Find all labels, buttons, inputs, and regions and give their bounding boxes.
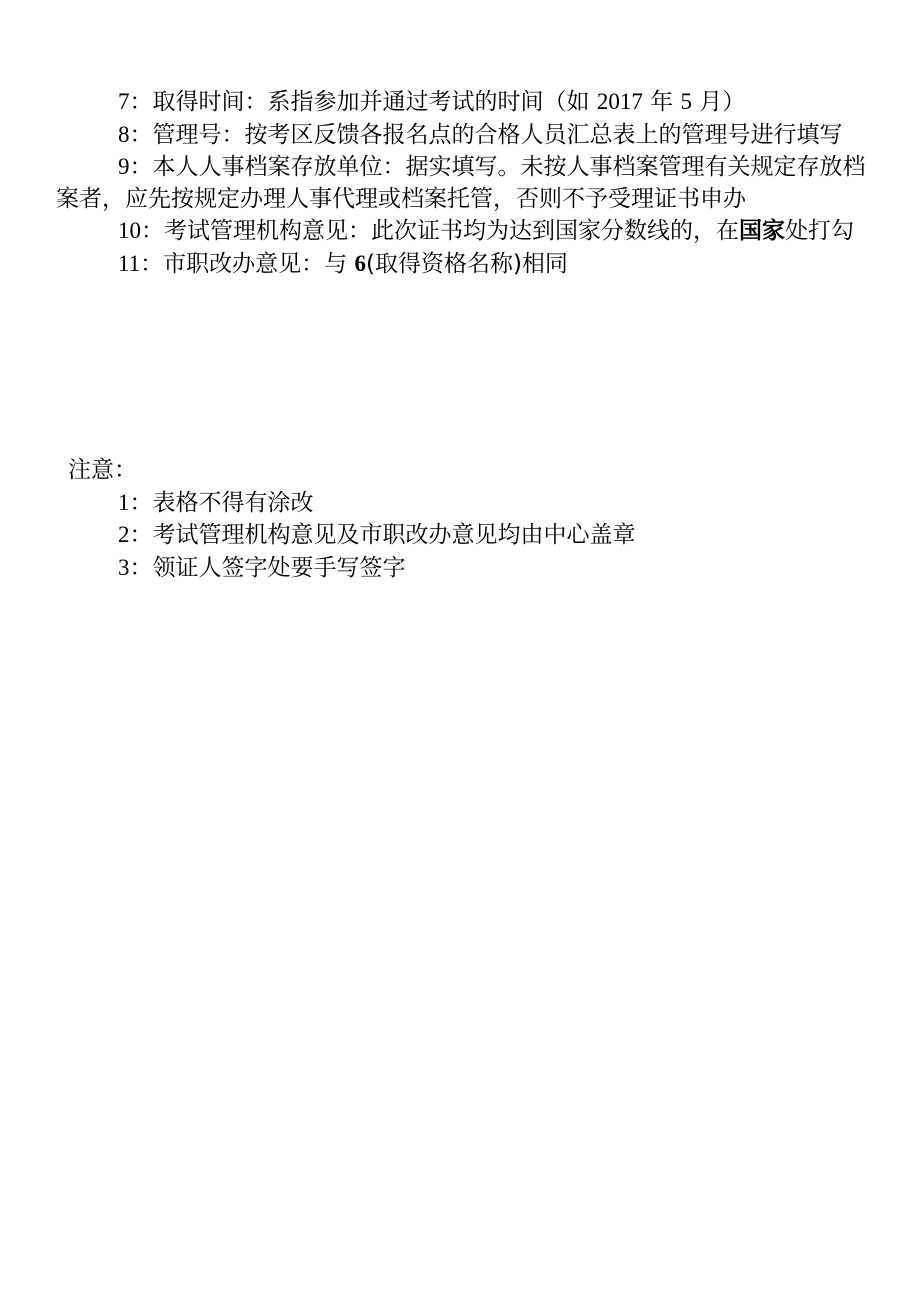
item-separator: ：	[140, 250, 164, 277]
item-text-after: (取得资格名称)相同	[365, 250, 568, 277]
notes-section	[56, 455, 866, 584]
item-text-bold-number: 6	[354, 250, 366, 276]
instruction-item-7	[56, 86, 866, 119]
note-item-1	[56, 487, 866, 520]
item-number: 7	[118, 89, 130, 114]
item-text: 考试管理机构意见：此次证书均为达到国家分数线的，在	[164, 218, 739, 244]
item-text-after: 处打勾	[785, 218, 854, 244]
item-text: 取得时间：系指参加并通过考试的时间（如	[152, 89, 597, 115]
item-separator: ：	[129, 121, 153, 148]
instruction-item-10	[56, 215, 866, 248]
note-separator: ：	[129, 554, 153, 581]
note-item-2	[56, 519, 866, 552]
instruction-item-8	[56, 119, 866, 152]
note-number: 3	[118, 554, 130, 580]
item-text: 本人人事档案存放单位：据实填写。未按人事档案管理有关规定存放档案者，应先按规定办理人事代理或档案托管，否则不予受理证书申办	[56, 154, 866, 212]
item-text-mid: 年	[642, 89, 681, 115]
item-year: 2017	[596, 89, 643, 114]
instruction-item-9	[56, 151, 866, 215]
note-item-3	[56, 552, 866, 585]
item-separator: ：	[129, 89, 153, 115]
item-month: 5	[680, 89, 692, 114]
note-separator: ：	[129, 522, 153, 548]
item-number: 10	[118, 218, 141, 243]
item-number: 8	[118, 121, 130, 147]
instruction-item-11	[56, 248, 866, 281]
note-separator: ：	[129, 489, 153, 516]
item-separator: ：	[141, 218, 164, 244]
item-text: 市职改办意见：与	[163, 250, 355, 277]
item-text: 管理号：按考区反馈各报名点的合格人员汇总表上的管理号进行填写	[152, 121, 843, 148]
item-text-bold: 国家	[739, 218, 785, 244]
item-text-end: 月）	[691, 89, 746, 115]
item-separator: ：	[129, 154, 153, 180]
note-text: 表格不得有涂改	[152, 489, 314, 516]
notes-title: 注意：	[68, 457, 137, 483]
note-number: 2	[118, 522, 130, 547]
item-number: 9	[118, 154, 130, 179]
note-number: 1	[118, 489, 130, 515]
item-number: 11	[118, 250, 141, 276]
note-text: 考试管理机构意见及市职改办意见均由中心盖章	[152, 522, 636, 548]
instructions-list	[56, 86, 866, 280]
note-text: 领证人签字处要手写签字	[152, 554, 406, 581]
